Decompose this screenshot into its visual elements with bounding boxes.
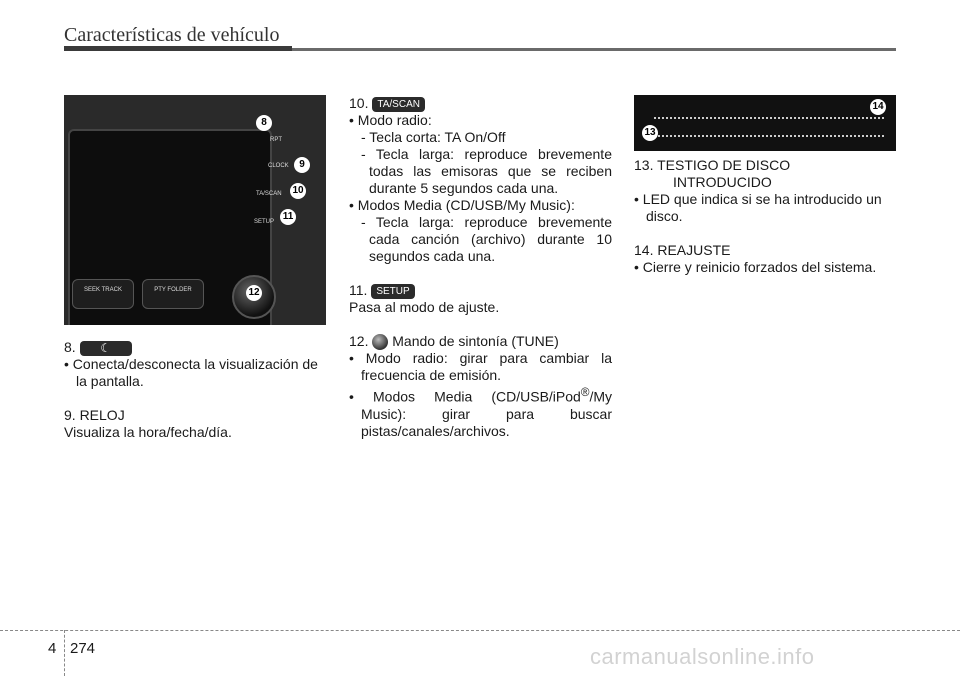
media-long-press: - Tecla larga: reproduce brevemente cada canción (archivo) durante 10 segundos cada una. (361, 214, 612, 264)
column-3 (634, 157, 896, 276)
item-11-number: 11. (349, 282, 368, 298)
column-1 (64, 339, 326, 441)
item-13-title: 13. TESTIGO DE DISCO (634, 157, 791, 173)
item-10-number: 10. (349, 95, 369, 111)
tascan-pill: TA/SCAN (372, 97, 425, 112)
rpt-label: RPT (270, 137, 282, 143)
page-header: Características de vehículo (64, 24, 280, 46)
pty-folder-button: PTY FOLDER (142, 279, 204, 309)
item-12-text: Mando de sintonía (TUNE) (392, 333, 559, 349)
callout-10: 10 (290, 183, 306, 199)
radio-short-press: - Tecla corta: TA On/Off (361, 129, 506, 145)
callout-13: 13 (642, 125, 658, 141)
head-unit-figure (64, 95, 326, 325)
disc-slot-bottom (654, 135, 884, 137)
footer-rule (0, 630, 960, 631)
callout-14: 14 (870, 99, 886, 115)
item-9-title: 9. RELOJ (64, 407, 125, 423)
moon-icon: ☾ (80, 341, 132, 356)
tune-media: • Modos Media (CD/USB/iPod®/My Music): girar para buscar pistas/canales/archivos. (349, 386, 612, 439)
media-mode: • Modos Media (CD/USB/My Music): (349, 197, 575, 213)
page-number: 274 (70, 640, 96, 657)
footer-divider (64, 630, 65, 676)
watermark: carmanualsonline.info (590, 644, 815, 669)
item-14-title: 14. REAJUSTE (634, 242, 731, 258)
callout-12: 12 (246, 285, 262, 301)
seek-track-button: SEEK TRACK (72, 279, 134, 309)
disc-led-figure (634, 95, 896, 151)
item-12-number: 12. (349, 333, 369, 349)
item-14-bullet: • Cierre y reinicio forzados del sistema. (634, 259, 877, 275)
tascan-button-label: TA/SCAN (256, 191, 282, 197)
disc-slot-top (654, 117, 884, 119)
column-2 (349, 95, 612, 440)
item-8-number: 8. (64, 339, 76, 355)
item-13-bullet: • LED que indica si se ha introducido un disco. (634, 191, 882, 224)
item-11-text: Pasa al modo de ajuste. (349, 299, 500, 315)
tune-knob-icon (372, 334, 388, 350)
item-13-title-2: INTRODUCIDO (673, 174, 772, 190)
section-number: 4 (48, 640, 57, 657)
setup-button-label: SETUP (254, 219, 275, 225)
radio-mode: • Modo radio: (349, 112, 432, 128)
callout-11: 11 (280, 209, 296, 225)
tune-radio: • Modo radio: girar para cambiar la frecuencia de emisión. (349, 350, 612, 384)
radio-long-press: - Tecla larga: reproduce brevemente todas las emisoras que se reciben durante 5 segundos cada una. (361, 146, 612, 196)
callout-9: 9 (294, 157, 310, 173)
item-8-bullet: • Conecta/desconecta la visualización de la pantalla. (64, 356, 318, 389)
header-rule-accent (64, 46, 292, 51)
clock-button-label: CLOCK (268, 163, 289, 169)
callout-8: 8 (256, 115, 272, 131)
setup-pill: SETUP (371, 284, 414, 299)
item-9-text: Visualiza la hora/fecha/día. (64, 424, 232, 440)
